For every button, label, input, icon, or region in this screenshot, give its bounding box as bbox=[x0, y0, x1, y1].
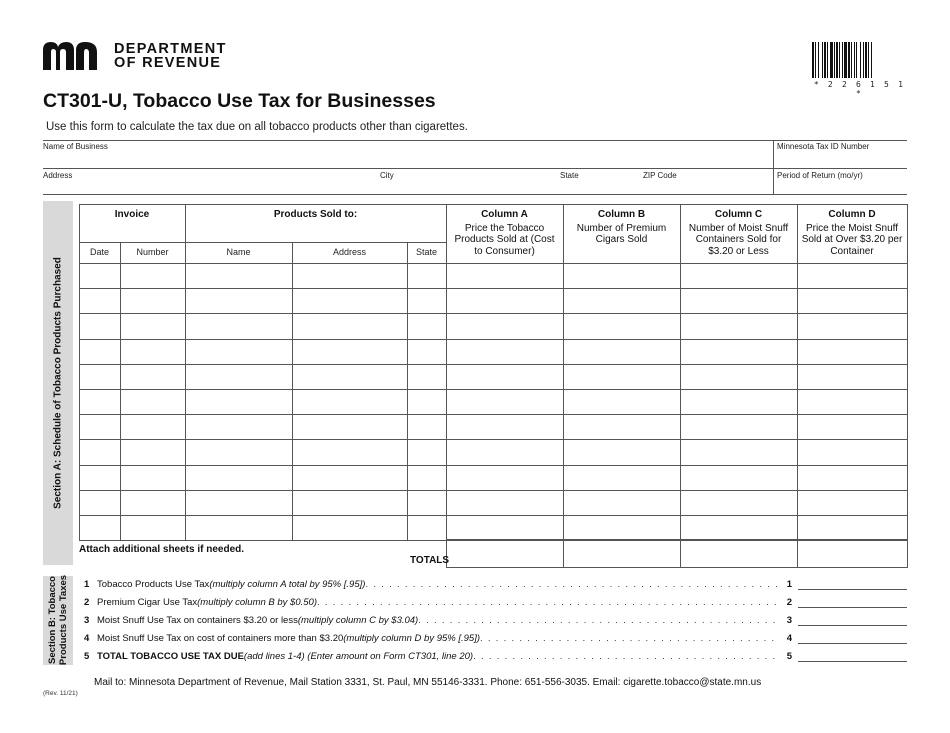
table-cell[interactable] bbox=[446, 439, 564, 465]
table-cell[interactable] bbox=[407, 263, 447, 289]
line-text: Premium Cigar Use Tax bbox=[97, 597, 198, 608]
line-number: 3 bbox=[84, 615, 90, 626]
table-cell[interactable] bbox=[185, 389, 293, 415]
table-cell[interactable] bbox=[797, 414, 908, 440]
table-cell[interactable] bbox=[563, 414, 681, 440]
table-cell[interactable] bbox=[446, 414, 564, 440]
totals-label: TOTALS bbox=[410, 555, 450, 566]
table-cell[interactable] bbox=[79, 465, 121, 491]
line-1-amount-field[interactable] bbox=[798, 589, 907, 590]
table-cell[interactable] bbox=[79, 414, 121, 440]
leader-dots bbox=[473, 651, 778, 662]
line-ref-number: 3 bbox=[786, 615, 792, 626]
table-cell[interactable] bbox=[446, 288, 564, 314]
table-cell[interactable] bbox=[185, 490, 293, 516]
table-cell[interactable] bbox=[185, 414, 293, 440]
tax-id-field[interactable]: Minnesota Tax ID Number bbox=[777, 142, 870, 151]
table-cell[interactable] bbox=[79, 339, 121, 365]
table-cell[interactable] bbox=[797, 339, 908, 365]
table-cell[interactable] bbox=[120, 364, 186, 390]
table-cell[interactable] bbox=[563, 313, 681, 339]
table-cell[interactable] bbox=[680, 339, 798, 365]
table-cell[interactable] bbox=[446, 490, 564, 516]
table-cell[interactable] bbox=[120, 490, 186, 516]
table-cell[interactable] bbox=[79, 313, 121, 339]
table-cell[interactable] bbox=[120, 414, 186, 440]
line-4-amount-field[interactable] bbox=[798, 643, 907, 644]
column-description: Number of Moist Snuff Containers Sold for $3.20 or Less bbox=[688, 222, 789, 257]
table-cell[interactable] bbox=[185, 339, 293, 365]
table-cell[interactable] bbox=[292, 414, 408, 440]
table-cell[interactable] bbox=[563, 490, 681, 516]
table-cell[interactable] bbox=[185, 465, 293, 491]
table-cell[interactable] bbox=[563, 439, 681, 465]
table-cell[interactable] bbox=[407, 515, 447, 541]
column-title: Column B bbox=[597, 209, 646, 220]
table-cell[interactable] bbox=[120, 339, 186, 365]
column-title: Column C bbox=[714, 209, 763, 220]
line-ref-number: 2 bbox=[786, 597, 792, 608]
table-cell[interactable] bbox=[79, 364, 121, 390]
tax-line-3 bbox=[84, 615, 792, 626]
line-text: Moist Snuff Use Tax on containers $3.20 or less bbox=[97, 615, 298, 626]
column-description: Price the Tobacco Products Sold at (Cost to Consumer) bbox=[454, 222, 555, 257]
table-cell[interactable] bbox=[797, 490, 908, 516]
table-cell[interactable] bbox=[120, 313, 186, 339]
table-cell[interactable] bbox=[292, 389, 408, 415]
table-cell[interactable] bbox=[292, 439, 408, 465]
table-cell[interactable] bbox=[120, 263, 186, 289]
info-bottom-rule bbox=[43, 194, 907, 195]
table-cell[interactable] bbox=[79, 263, 121, 289]
table-cell[interactable] bbox=[292, 465, 408, 491]
table-cell[interactable] bbox=[563, 263, 681, 289]
business-name-field[interactable]: Name of Business bbox=[43, 142, 108, 151]
table-cell[interactable] bbox=[292, 490, 408, 516]
table-cell[interactable] bbox=[797, 288, 908, 314]
line-text: Tobacco Products Use Tax bbox=[97, 579, 210, 590]
table-cell[interactable] bbox=[797, 465, 908, 491]
table-cell[interactable] bbox=[292, 364, 408, 390]
zip-field[interactable]: ZIP Code bbox=[643, 171, 677, 180]
logo-line1: DEPARTMENT bbox=[114, 41, 227, 57]
section-b-label bbox=[47, 575, 69, 665]
tax-line-2 bbox=[84, 597, 792, 608]
table-cell[interactable] bbox=[120, 439, 186, 465]
table-cell[interactable] bbox=[446, 465, 564, 491]
form-subtitle: Use this form to calculate the tax due on all tobacco products other than cigarettes. bbox=[46, 121, 468, 133]
line-ref-number: 1 bbox=[786, 579, 792, 590]
line-instruction: (multiply column D by 95% [.95]) bbox=[343, 633, 481, 644]
line-ref-number: 4 bbox=[786, 633, 792, 644]
table-cell[interactable] bbox=[680, 414, 798, 440]
table-cell[interactable] bbox=[563, 364, 681, 390]
table-cell[interactable] bbox=[563, 288, 681, 314]
table-cell[interactable] bbox=[680, 263, 798, 289]
table-cell[interactable] bbox=[680, 515, 798, 541]
table-cell[interactable] bbox=[79, 490, 121, 516]
table-cell[interactable] bbox=[680, 465, 798, 491]
tax-line-1 bbox=[84, 579, 792, 590]
period-field[interactable]: Period of Return (mo/yr) bbox=[777, 171, 863, 180]
line-3-amount-field[interactable] bbox=[798, 625, 907, 626]
line-text: TOTAL TOBACCO USE TAX DUE bbox=[97, 651, 244, 662]
city-field[interactable]: City bbox=[380, 171, 394, 180]
table-cell[interactable] bbox=[185, 364, 293, 390]
info-divider bbox=[773, 140, 774, 194]
table-cell[interactable] bbox=[446, 339, 564, 365]
line-instruction: (multiply column A total by 95% [.95]) bbox=[209, 579, 366, 590]
department-logo bbox=[43, 42, 227, 70]
table-cell[interactable] bbox=[446, 389, 564, 415]
table-cell[interactable] bbox=[680, 288, 798, 314]
table-cell[interactable] bbox=[797, 263, 908, 289]
sub-header-number: Number bbox=[136, 247, 169, 257]
table-cell[interactable] bbox=[407, 389, 447, 415]
state-field[interactable]: State bbox=[560, 171, 579, 180]
barcode-number: * 2 2 6 1 5 1 * bbox=[813, 80, 906, 98]
section-b-label-line2: Products Use Taxes bbox=[58, 574, 69, 666]
table-cell[interactable] bbox=[407, 414, 447, 440]
column-a-header bbox=[450, 209, 559, 257]
table-cell[interactable] bbox=[563, 389, 681, 415]
table-cell[interactable] bbox=[797, 389, 908, 415]
info-top-rule bbox=[43, 140, 907, 141]
table-cell[interactable] bbox=[292, 339, 408, 365]
table-cell[interactable] bbox=[79, 439, 121, 465]
leader-dots bbox=[365, 579, 778, 590]
table-cell[interactable] bbox=[185, 288, 293, 314]
sub-header-state: State bbox=[415, 247, 437, 257]
totals-cell[interactable] bbox=[563, 539, 681, 568]
line-5-amount-field[interactable] bbox=[798, 661, 907, 662]
table-cell[interactable] bbox=[407, 288, 447, 314]
column-c-header bbox=[684, 209, 793, 257]
table-cell[interactable] bbox=[407, 339, 447, 365]
logo-text bbox=[114, 42, 227, 70]
table-cell[interactable] bbox=[446, 263, 564, 289]
table-cell[interactable] bbox=[797, 439, 908, 465]
table-cell[interactable] bbox=[446, 364, 564, 390]
column-title: Column D bbox=[828, 209, 876, 220]
logo-line2: OF REVENUE bbox=[114, 55, 222, 71]
table-cell[interactable] bbox=[79, 389, 121, 415]
leader-dots bbox=[418, 615, 778, 626]
table-cell[interactable] bbox=[680, 439, 798, 465]
table-cell[interactable] bbox=[563, 465, 681, 491]
line-number: 1 bbox=[84, 579, 90, 590]
table-cell[interactable] bbox=[407, 490, 447, 516]
column-description: Price the Moist Snuff Sold at Over $3.20 per Container bbox=[801, 222, 903, 257]
sub-header-date: Date bbox=[89, 247, 109, 257]
info-mid-rule bbox=[43, 168, 907, 169]
table-cell[interactable] bbox=[120, 389, 186, 415]
sub-header-address: Address bbox=[332, 247, 367, 257]
line-2-amount-field[interactable] bbox=[798, 607, 907, 608]
table-cell[interactable] bbox=[563, 515, 681, 541]
table-cell[interactable] bbox=[797, 364, 908, 390]
table-cell[interactable] bbox=[446, 313, 564, 339]
leader-dots bbox=[317, 597, 778, 608]
line-ref-number: 5 bbox=[786, 651, 792, 662]
line-instruction: (multiply column B by $0.50) bbox=[197, 597, 317, 608]
sub-header-name: Name bbox=[226, 247, 251, 257]
table-cell[interactable] bbox=[680, 364, 798, 390]
mn-logo-icon bbox=[43, 42, 105, 70]
products-sold-header: Products Sold to: bbox=[273, 209, 358, 220]
table-cell[interactable] bbox=[185, 439, 293, 465]
table-cell[interactable] bbox=[120, 515, 186, 541]
table-cell[interactable] bbox=[797, 515, 908, 541]
table-cell[interactable] bbox=[797, 313, 908, 339]
line-text: Moist Snuff Use Tax on cost of containers more than $3.20 bbox=[97, 633, 344, 644]
table-cell[interactable] bbox=[292, 288, 408, 314]
table-cell[interactable] bbox=[407, 439, 447, 465]
column-b-header bbox=[567, 209, 676, 246]
table-cell[interactable] bbox=[446, 515, 564, 541]
line-instruction: (multiply column C by $3.04) bbox=[297, 615, 419, 626]
table-cell[interactable] bbox=[680, 313, 798, 339]
totals-cell[interactable] bbox=[446, 539, 564, 568]
table-cell[interactable] bbox=[292, 313, 408, 339]
table-cell[interactable] bbox=[185, 263, 293, 289]
table-cell[interactable] bbox=[292, 515, 408, 541]
leader-dots bbox=[480, 633, 778, 644]
line-instruction: (add lines 1-4) (Enter amount on Form CT301, line 20) bbox=[243, 651, 474, 662]
revision-date: (Rev. 11/21) bbox=[43, 690, 78, 697]
table-cell[interactable] bbox=[79, 515, 121, 541]
table-cell[interactable] bbox=[407, 313, 447, 339]
tax-line-5 bbox=[84, 651, 792, 662]
column-d-header bbox=[801, 209, 903, 257]
line-number: 2 bbox=[84, 597, 90, 608]
column-description: Number of Premium Cigars Sold bbox=[576, 222, 667, 245]
table-cell[interactable] bbox=[563, 339, 681, 365]
table-cell[interactable] bbox=[680, 389, 798, 415]
table-cell[interactable] bbox=[407, 364, 447, 390]
invoice-header: Invoice bbox=[114, 209, 150, 220]
totals-cell[interactable] bbox=[797, 539, 908, 568]
line-number: 5 bbox=[84, 651, 90, 662]
barcode-icon bbox=[812, 42, 907, 80]
address-field[interactable]: Address bbox=[43, 171, 73, 180]
section-a-label: Section A: Schedule of Tobacco Products Purchased bbox=[52, 257, 64, 509]
table-cell[interactable] bbox=[292, 263, 408, 289]
column-title: Column A bbox=[481, 209, 528, 220]
table-cell[interactable] bbox=[120, 288, 186, 314]
table-cell[interactable] bbox=[185, 313, 293, 339]
table-cell[interactable] bbox=[185, 515, 293, 541]
totals-cell[interactable] bbox=[680, 539, 798, 568]
table-cell[interactable] bbox=[680, 490, 798, 516]
mailing-address: Mail to: Minnesota Department of Revenue, Mail Station 3331, St. Paul, MN 55146-3331. Phone: 651-556-3035. Email: cigarette.tobacco@state.mn.us bbox=[94, 677, 762, 688]
section-b-label-line1: Section B: Tobacco bbox=[47, 576, 58, 664]
table-cell[interactable] bbox=[120, 465, 186, 491]
attach-sheets-note: Attach additional sheets if needed. bbox=[79, 544, 245, 555]
table-cell[interactable] bbox=[407, 465, 447, 491]
form-title: CT301-U, Tobacco Use Tax for Businesses bbox=[43, 90, 436, 112]
tax-line-4 bbox=[84, 633, 792, 644]
table-cell[interactable] bbox=[79, 288, 121, 314]
line-number: 4 bbox=[84, 633, 90, 644]
